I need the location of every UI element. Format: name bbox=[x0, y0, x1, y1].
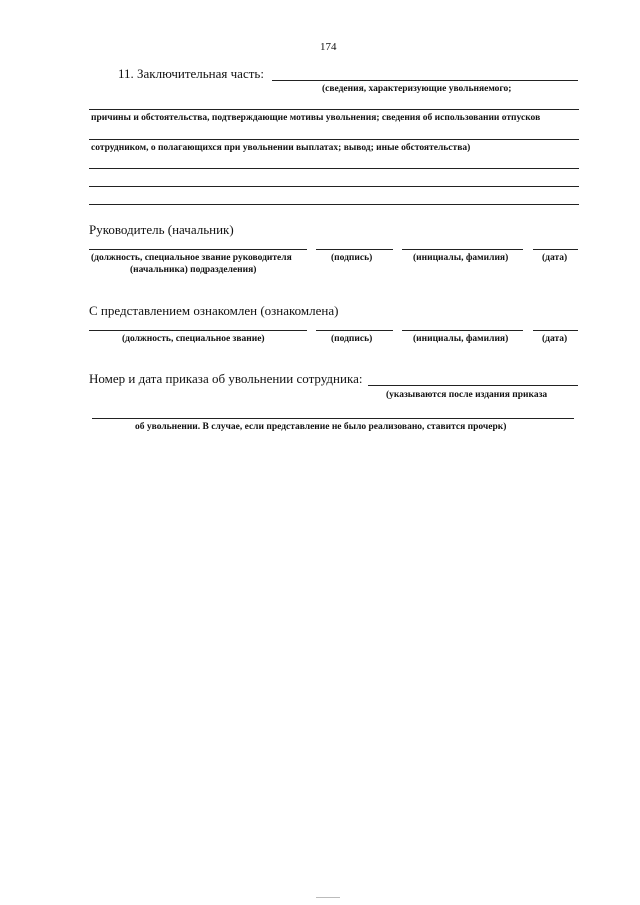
acknowledged-date-caption: (дата) bbox=[542, 334, 568, 344]
supervisor-position-line[interactable] bbox=[89, 249, 307, 250]
acknowledged-signature-line[interactable] bbox=[316, 330, 393, 331]
section-11-fill-line-1[interactable] bbox=[272, 80, 578, 81]
supervisor-signature-line[interactable] bbox=[316, 249, 393, 250]
section-11-fill-line-2[interactable] bbox=[89, 109, 579, 110]
scan-edge-mark bbox=[316, 897, 340, 898]
supervisor-heading: Руководитель (начальник) bbox=[89, 222, 234, 237]
order-fill-line-1[interactable] bbox=[368, 385, 578, 386]
acknowledged-position-caption: (должность, специальное звание) bbox=[122, 334, 265, 344]
section-11-fill-line-6[interactable] bbox=[89, 204, 579, 205]
acknowledged-name-caption: (инициалы, фамилия) bbox=[413, 334, 509, 344]
order-heading: Номер и дата приказа об увольнении сотрудника: bbox=[89, 371, 363, 386]
supervisor-position-caption-2: (начальника) подразделения) bbox=[130, 265, 257, 275]
order-fill-line-2[interactable] bbox=[92, 418, 574, 419]
acknowledged-signature-caption: (подпись) bbox=[331, 334, 373, 344]
acknowledged-name-line[interactable] bbox=[402, 330, 523, 331]
section-11-caption-1: (сведения, характеризующие увольняемого; bbox=[322, 84, 512, 94]
acknowledged-position-line[interactable] bbox=[89, 330, 307, 331]
supervisor-name-line[interactable] bbox=[402, 249, 523, 250]
section-11-caption-2: причины и обстоятельства, подтверждающие мотивы увольнения; сведения об использовании отпусков bbox=[91, 113, 541, 123]
section-11-fill-line-5[interactable] bbox=[89, 186, 579, 187]
section-11-fill-line-4[interactable] bbox=[89, 168, 579, 169]
supervisor-signature-caption: (подпись) bbox=[331, 253, 373, 263]
order-caption-1: (указываются после издания приказа bbox=[386, 390, 548, 400]
supervisor-date-caption: (дата) bbox=[542, 253, 568, 263]
section-11-fill-line-3[interactable] bbox=[89, 139, 579, 140]
supervisor-position-caption-1: (должность, специальное звание руководителя bbox=[91, 253, 292, 263]
page-number: 174 bbox=[320, 41, 337, 53]
section-11-caption-3: сотрудником, о полагающихся при увольнении выплатах; вывод; иные обстоятельства) bbox=[91, 143, 471, 153]
acknowledged-heading: С представлением ознакомлен (ознакомлена) bbox=[89, 303, 339, 318]
supervisor-date-line[interactable] bbox=[533, 249, 578, 250]
supervisor-name-caption: (инициалы, фамилия) bbox=[413, 253, 509, 263]
acknowledged-date-line[interactable] bbox=[533, 330, 578, 331]
section-11-heading: 11. Заключительная часть: bbox=[118, 66, 264, 81]
order-caption-2: об увольнении. В случае, если представление не было реализовано, ставится прочерк) bbox=[135, 422, 507, 432]
